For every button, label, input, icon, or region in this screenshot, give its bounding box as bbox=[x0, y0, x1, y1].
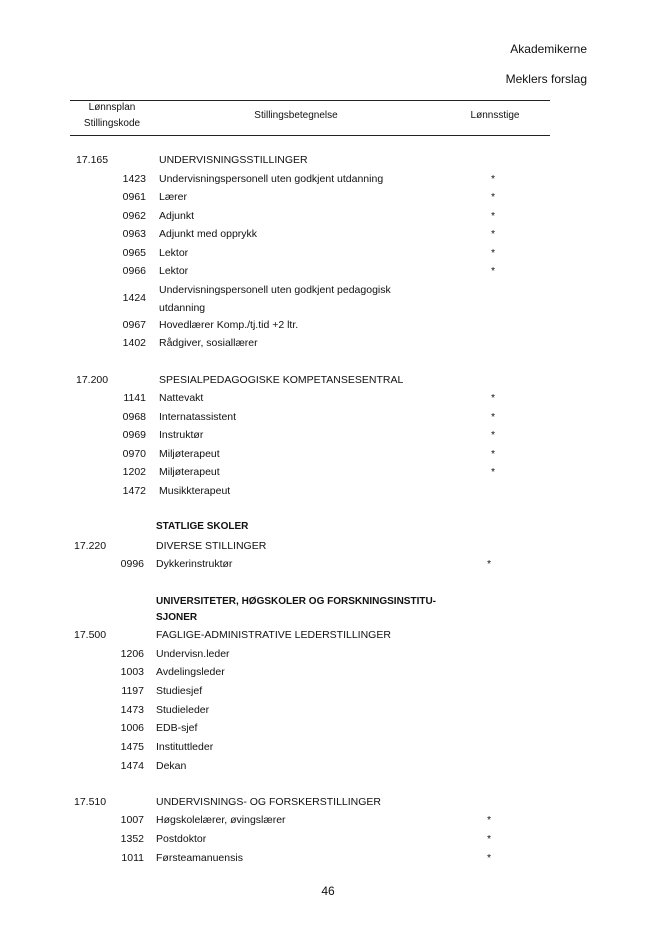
position-code: 1352 bbox=[120, 833, 144, 845]
table-row bbox=[70, 225, 550, 243]
position-code: 1402 bbox=[122, 337, 146, 349]
position-title: Adjunkt bbox=[159, 210, 195, 222]
table-row bbox=[70, 518, 550, 536]
position-code: 1475 bbox=[120, 741, 144, 753]
table-row bbox=[70, 188, 550, 206]
table-row bbox=[70, 170, 550, 188]
position-title: Hovedlærer Komp./tj.tid +2 ltr. bbox=[159, 319, 299, 331]
table-row bbox=[70, 663, 550, 681]
table-row bbox=[70, 482, 550, 500]
table-row bbox=[70, 830, 550, 848]
table-row bbox=[70, 738, 550, 756]
position-code: 0962 bbox=[122, 210, 146, 222]
position-title: SPESIALPEDAGOGISKE KOMPETANSESENTRAL bbox=[159, 374, 404, 386]
position-code: 1197 bbox=[121, 685, 144, 697]
position-title: Førsteamanuensis bbox=[156, 852, 243, 864]
position-title: Høgskolelærer, øvingslærer bbox=[156, 814, 286, 826]
position-title: Studieleder bbox=[156, 704, 210, 716]
table-row bbox=[70, 284, 550, 314]
position-code: 1472 bbox=[122, 485, 146, 497]
section-heading-line2: SJONER bbox=[156, 612, 198, 623]
position-code: 0969 bbox=[122, 429, 146, 441]
table-row bbox=[70, 593, 550, 623]
salary-scale-marker: * bbox=[490, 265, 496, 277]
column-header-lonnsstige: Lønnsstige bbox=[470, 110, 520, 121]
column-header-lonnsplan-line2: Stillingskode bbox=[83, 118, 141, 129]
table-row bbox=[70, 537, 550, 555]
position-title: Nattevakt bbox=[159, 392, 204, 404]
salary-scale-marker: * bbox=[490, 466, 496, 478]
position-code: 1424 bbox=[122, 292, 146, 304]
table-row bbox=[70, 408, 550, 426]
position-title: Lektor bbox=[159, 247, 189, 259]
position-title: Musikkterapeut bbox=[159, 485, 231, 497]
table-row bbox=[70, 207, 550, 225]
group-code: 17.220 bbox=[74, 540, 107, 552]
position-code: 0968 bbox=[122, 411, 146, 423]
position-code: 1473 bbox=[120, 704, 144, 716]
position-title: Lektor bbox=[159, 265, 189, 277]
position-title: Adjunkt med opprykk bbox=[159, 228, 258, 240]
table-row bbox=[70, 555, 550, 573]
column-header-lonnsplan bbox=[62, 100, 162, 132]
table-row bbox=[70, 244, 550, 262]
position-code: 0961 bbox=[122, 191, 146, 203]
table-row bbox=[70, 626, 550, 644]
page-number: 46 bbox=[321, 884, 335, 898]
position-code: 1006 bbox=[120, 722, 144, 734]
position-title-line2: utdanning bbox=[159, 302, 206, 314]
salary-scale-marker: * bbox=[486, 852, 492, 864]
section-heading-line1: UNIVERSITETER, HØGSKOLER OG FORSKNINGSINSTITU- bbox=[156, 596, 437, 607]
position-code: 1423 bbox=[122, 173, 146, 185]
proposal-label: Meklers forslag bbox=[505, 72, 587, 86]
table-row bbox=[70, 316, 550, 334]
position-title: Miljøterapeut bbox=[159, 448, 220, 460]
position-title: FAGLIGE-ADMINISTRATIVE LEDERSTILLINGER bbox=[156, 629, 391, 641]
position-title: Lærer bbox=[159, 191, 188, 203]
position-title: Instruktør bbox=[159, 429, 204, 441]
table-row bbox=[70, 719, 550, 737]
position-title: Miljøterapeut bbox=[159, 466, 220, 478]
table-row bbox=[70, 645, 550, 663]
table-row bbox=[70, 389, 550, 407]
position-code: 1141 bbox=[123, 392, 146, 404]
position-code: 0970 bbox=[122, 448, 146, 460]
position-title: Dekan bbox=[156, 760, 187, 772]
table-row bbox=[70, 463, 550, 481]
position-title: Avdelingsleder bbox=[156, 666, 225, 678]
position-title: UNDERVISNINGSSTILLINGER bbox=[159, 154, 308, 166]
position-code: 1202 bbox=[122, 466, 146, 478]
organization-name: Akademikerne bbox=[510, 42, 587, 56]
position-code: 0966 bbox=[122, 265, 146, 277]
salary-scale-marker: * bbox=[486, 833, 492, 845]
salary-scale-marker: * bbox=[490, 191, 496, 203]
table-row bbox=[70, 262, 550, 280]
position-title: Internatassistent bbox=[159, 411, 237, 423]
group-code: 17.200 bbox=[76, 374, 109, 386]
table-row bbox=[70, 371, 550, 389]
salary-scale-marker: * bbox=[490, 210, 496, 222]
position-title: Studiesjef bbox=[156, 685, 203, 697]
column-header-stillingsbetegnelse: Stillingsbetegnelse bbox=[254, 110, 338, 121]
position-code: 0996 bbox=[120, 558, 144, 570]
salary-scale-marker: * bbox=[490, 429, 496, 441]
position-code: 1011 bbox=[121, 852, 144, 864]
position-title: Dykkerinstruktør bbox=[156, 558, 233, 570]
position-title: EDB-sjef bbox=[156, 722, 198, 734]
position-code: 0963 bbox=[122, 228, 146, 240]
position-title: Rådgiver, sosiallærer bbox=[159, 337, 258, 349]
salary-scale-marker: * bbox=[490, 247, 496, 259]
table-row bbox=[70, 334, 550, 352]
table-row bbox=[70, 151, 550, 169]
table-header-rule bbox=[70, 135, 550, 136]
salary-scale-marker: * bbox=[490, 392, 496, 404]
table-row bbox=[70, 849, 550, 867]
group-code: 17.510 bbox=[74, 796, 107, 808]
table-row bbox=[70, 426, 550, 444]
position-code: 0965 bbox=[122, 247, 146, 259]
salary-scale-marker: * bbox=[490, 173, 496, 185]
salary-scale-marker: * bbox=[486, 558, 492, 570]
group-code: 17.500 bbox=[74, 629, 107, 641]
table-row bbox=[70, 445, 550, 463]
position-title: Postdoktor bbox=[156, 833, 207, 845]
position-title: Undervisningspersonell uten godkjent utdanning bbox=[159, 173, 384, 185]
table-row bbox=[70, 701, 550, 719]
position-title: Instituttleder bbox=[156, 741, 214, 753]
salary-scale-marker: * bbox=[486, 814, 492, 826]
position-title: Undervisn.leder bbox=[156, 648, 230, 660]
group-code: 17.165 bbox=[76, 154, 109, 166]
table-row bbox=[70, 793, 550, 811]
position-title: UNDERVISNINGS- OG FORSKERSTILLINGER bbox=[156, 796, 382, 808]
position-title: DIVERSE STILLINGER bbox=[156, 540, 267, 552]
salary-scale-marker: * bbox=[490, 411, 496, 423]
position-title-line1: Undervisningspersonell uten godkjent pedagogisk bbox=[159, 284, 391, 296]
salary-scale-marker: * bbox=[490, 448, 496, 460]
salary-scale-marker: * bbox=[490, 228, 496, 240]
position-code: 1206 bbox=[120, 648, 144, 660]
column-header-lonnsplan-line1: Lønnsplan bbox=[88, 102, 136, 113]
table-row bbox=[70, 682, 550, 700]
position-code: 1474 bbox=[120, 760, 144, 772]
table-row bbox=[70, 757, 550, 775]
position-code: 1007 bbox=[120, 814, 144, 826]
position-code: 1003 bbox=[120, 666, 144, 678]
section-heading: STATLIGE SKOLER bbox=[156, 521, 249, 532]
position-code: 0967 bbox=[122, 319, 146, 331]
table-row bbox=[70, 811, 550, 829]
